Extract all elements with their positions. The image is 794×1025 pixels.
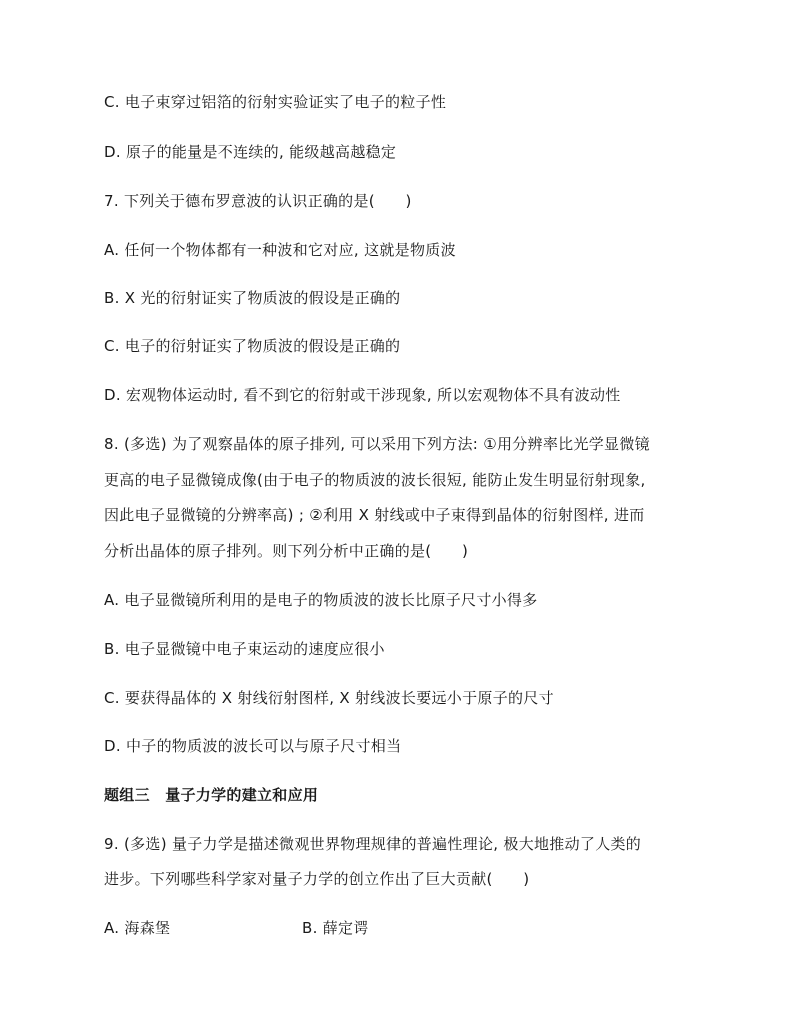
q7-option-a: A. 任何一个物体都有一种波和它对应, 这就是物质波 <box>104 241 456 259</box>
q9-options-row <box>104 918 369 938</box>
q8-stem-line-4: 分析出晶体的原子排列。则下列分析中正确的是( ) <box>104 542 469 560</box>
q7-stem: 7. 下列关于德布罗意波的认识正确的是( ) <box>104 192 412 210</box>
q8-stem-line-1: 8. (多选) 为了观察晶体的原子排列, 可以采用下列方法: ①用分辨率比光学显微镜 <box>104 435 650 453</box>
q7-option-d: D. 宏观物体运动时, 看不到它的衍射或干涉现象, 所以宏观物体不具有波动性 <box>104 386 621 404</box>
q7-option-b: B. X 光的衍射证实了物质波的假设是正确的 <box>104 289 401 307</box>
q8-option-d: D. 中子的物质波的波长可以与原子尺寸相当 <box>104 737 402 755</box>
q8-stem-line-3: 因此电子显微镜的分辨率高) ; ②利用 X 射线或中子束得到晶体的衍射图样, 进而 <box>104 506 645 524</box>
q8-option-b: B. 电子显微镜中电子束运动的速度应很小 <box>104 640 385 658</box>
q9-option-a: A. 海森堡 <box>104 919 171 937</box>
q9-option-b: B. 薛定谔 <box>302 919 369 937</box>
q9-stem-line-1: 9. (多选) 量子力学是描述微观世界物理规律的普遍性理论, 极大地推动了人类的 <box>104 835 642 853</box>
q6-option-d: D. 原子的能量是不连续的, 能级越高越稳定 <box>104 143 397 161</box>
q6-option-c: C. 电子束穿过铝箔的衍射实验证实了电子的粒子性 <box>104 93 447 111</box>
q8-stem-line-2: 更高的电子显微镜成像(由于电子的物质波的波长很短, 能防止发生明显衍射现象, <box>104 471 646 489</box>
q9-stem-line-2: 进步。下列哪些科学家对量子力学的创立作出了巨大贡献( ) <box>104 870 530 888</box>
q7-option-c: C. 电子的衍射证实了物质波的假设是正确的 <box>104 337 401 355</box>
q8-option-a: A. 电子显微镜所利用的是电子的物质波的波长比原子尺寸小得多 <box>104 591 538 609</box>
section-heading: 题组三 量子力学的建立和应用 <box>104 786 319 804</box>
q8-option-c: C. 要获得晶体的 X 射线衍射图样, X 射线波长要远小于原子的尺寸 <box>104 689 554 707</box>
